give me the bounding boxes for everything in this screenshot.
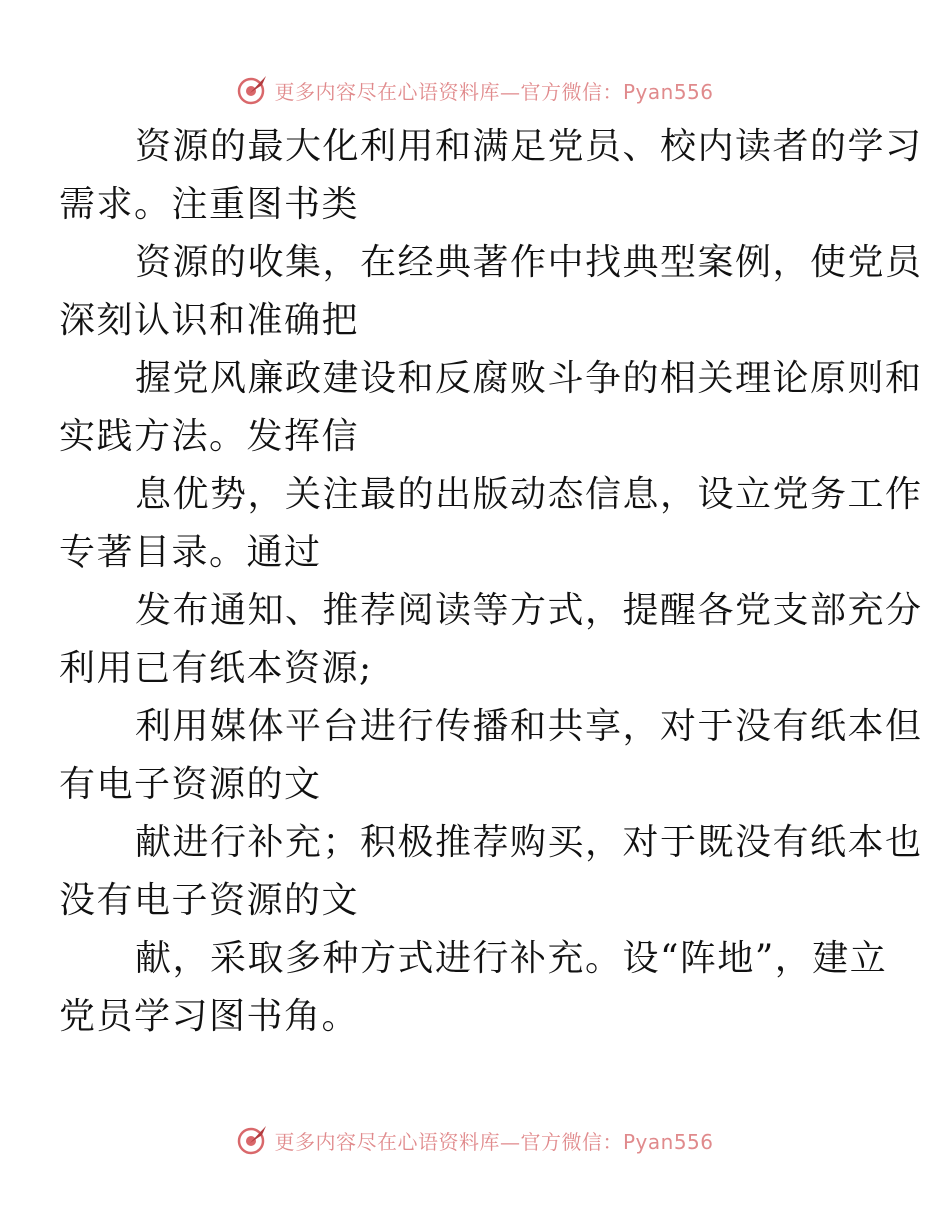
- watermark-label: 更多内容尽在心语资料库—官方微信：: [274, 1129, 623, 1154]
- text-line: 深刻认识和准确把: [59, 300, 360, 341]
- text-line: 献进行补充；积极推荐购买，对于既没有纸本也: [135, 822, 923, 863]
- paragraph: [59, 466, 923, 582]
- paragraph: [59, 814, 923, 930]
- text-line: 党员学习图书角。: [59, 996, 360, 1037]
- paragraph: [59, 698, 923, 814]
- paragraph: [59, 582, 923, 698]
- paragraph: [59, 118, 923, 234]
- text-line: 利用媒体平台进行传播和共享，对于没有纸本但: [135, 706, 923, 747]
- text-line: 有电子资源的文: [59, 764, 322, 805]
- paragraph: [59, 350, 923, 466]
- watermark-wechat-id: Pyan556: [622, 1129, 714, 1154]
- footer-watermark: [0, 1120, 950, 1160]
- watermark-text: [274, 76, 713, 105]
- text-line: 实践方法。发挥信: [59, 416, 360, 457]
- text-line: 利用已有纸本资源;: [59, 648, 373, 689]
- watermark-label: 更多内容尽在心语资料库—官方微信：: [274, 79, 623, 104]
- feather-logo-icon: [236, 1123, 270, 1157]
- paragraph: [59, 930, 888, 1046]
- feather-logo-icon: [236, 73, 270, 107]
- watermark-text: [274, 1126, 713, 1155]
- text-line: 握党风廉政建设和反腐败斗争的相关理论原则和: [135, 358, 923, 399]
- text-line: 资源的最大化利用和满足党员、校内读者的学习: [135, 126, 923, 167]
- document-body: [59, 118, 923, 1046]
- text-line: 发布通知、推荐阅读等方式，提醒各党支部充分: [135, 590, 923, 631]
- text-line: 资源的收集，在经典著作中找典型案例，使党员: [135, 242, 923, 283]
- text-line: 息优势，关注最的出版动态信息，设立党务工作: [135, 474, 923, 515]
- text-line: 需求。注重图书类: [59, 184, 360, 225]
- text-line: 专著目录。通过: [59, 532, 322, 573]
- text-line: 没有电子资源的文: [59, 880, 360, 921]
- watermark-wechat-id: Pyan556: [622, 79, 714, 104]
- header-watermark: [0, 70, 950, 110]
- text-line: 献，采取多种方式进行补充。设“阵地”，建立: [135, 938, 888, 979]
- paragraph: [59, 234, 923, 350]
